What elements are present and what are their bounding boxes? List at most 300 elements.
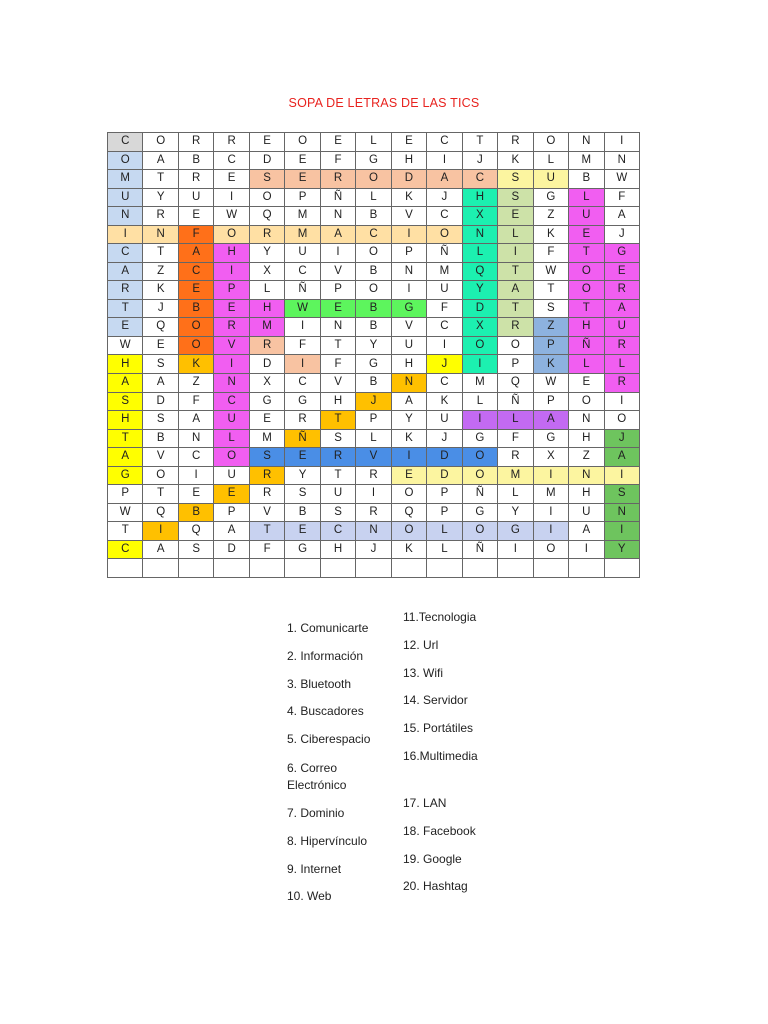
grid-cell: N <box>605 504 640 523</box>
grid-cell: R <box>356 504 391 523</box>
grid-cell: I <box>605 522 640 541</box>
grid-cell: O <box>534 541 569 560</box>
grid-cell: M <box>569 152 604 171</box>
grid-cell: Z <box>179 374 214 393</box>
word-list-item: 14. Servidor <box>403 693 468 707</box>
grid-cell: P <box>214 504 249 523</box>
word-list-item: 1. Comunicarte <box>287 621 369 635</box>
grid-cell: W <box>214 207 249 226</box>
grid-cell: R <box>605 337 640 356</box>
grid-cell: C <box>214 152 249 171</box>
grid-cell: Z <box>534 207 569 226</box>
grid-cell: I <box>427 337 462 356</box>
grid-cell: U <box>214 467 249 486</box>
grid-cell: O <box>569 393 604 412</box>
grid-cell: L <box>356 430 391 449</box>
grid-cell: N <box>321 207 356 226</box>
grid-cell: E <box>214 170 249 189</box>
grid-cell: I <box>498 244 533 263</box>
grid-cell: I <box>498 541 533 560</box>
grid-cell: J <box>143 300 178 319</box>
grid-cell: T <box>498 263 533 282</box>
word-list-item: 16.Multimedia <box>403 749 478 763</box>
grid-cell: G <box>463 430 498 449</box>
grid-cell: E <box>285 152 320 171</box>
grid-cell: E <box>108 318 143 337</box>
grid-cell: U <box>427 281 462 300</box>
grid-cell: U <box>569 207 604 226</box>
grid-cell: I <box>605 467 640 486</box>
grid-cell: D <box>427 467 462 486</box>
grid-cell: I <box>108 226 143 245</box>
grid-cell: D <box>463 300 498 319</box>
grid-cell: G <box>356 355 391 374</box>
grid-cell: I <box>392 281 427 300</box>
grid-cell: A <box>569 522 604 541</box>
grid-cell: E <box>250 133 285 152</box>
grid-cell <box>356 559 391 578</box>
grid-cell: M <box>534 485 569 504</box>
grid-cell <box>392 559 427 578</box>
grid-cell: P <box>108 485 143 504</box>
page-title: SOPA DE LETRAS DE LAS TICS <box>288 96 480 110</box>
grid-cell: B <box>179 300 214 319</box>
grid-cell: Ñ <box>285 281 320 300</box>
grid-cell: T <box>321 411 356 430</box>
grid-cell <box>143 559 178 578</box>
word-list-item: 15. Portátiles <box>403 721 474 735</box>
grid-cell: A <box>392 393 427 412</box>
grid-cell: T <box>143 244 178 263</box>
grid-cell: L <box>569 189 604 208</box>
grid-cell: M <box>463 374 498 393</box>
grid-cell: E <box>321 133 356 152</box>
grid-cell: N <box>569 411 604 430</box>
grid-cell: Q <box>463 263 498 282</box>
grid-cell: I <box>356 485 391 504</box>
grid-cell: D <box>427 448 462 467</box>
grid-cell: Y <box>356 337 391 356</box>
grid-cell: B <box>179 152 214 171</box>
grid-cell: S <box>250 170 285 189</box>
grid-cell: G <box>463 504 498 523</box>
grid-cell: E <box>179 281 214 300</box>
grid-cell: A <box>108 263 143 282</box>
grid-cell: H <box>392 152 427 171</box>
grid-cell: R <box>498 133 533 152</box>
word-list-item: 18. Facebook <box>403 824 476 838</box>
grid-cell: R <box>214 318 249 337</box>
word-list-item: 17. LAN <box>403 796 447 810</box>
grid-cell: O <box>214 226 249 245</box>
grid-cell: U <box>605 318 640 337</box>
word-list-item: 13. Wifi <box>403 666 444 680</box>
grid-cell <box>569 559 604 578</box>
grid-cell: N <box>356 522 391 541</box>
grid-cell: F <box>534 244 569 263</box>
grid-cell: G <box>285 393 320 412</box>
grid-cell: U <box>214 411 249 430</box>
grid-cell: F <box>605 189 640 208</box>
grid-cell <box>498 559 533 578</box>
grid-cell: B <box>143 430 178 449</box>
grid-cell: A <box>143 374 178 393</box>
grid-cell: J <box>463 152 498 171</box>
grid-cell: R <box>250 337 285 356</box>
grid-cell: I <box>463 355 498 374</box>
grid-cell: W <box>534 374 569 393</box>
grid-cell: R <box>498 318 533 337</box>
grid-cell: E <box>569 374 604 393</box>
grid-cell: D <box>392 170 427 189</box>
grid-cell: N <box>392 263 427 282</box>
grid-cell: U <box>534 170 569 189</box>
grid-cell: I <box>321 244 356 263</box>
grid-cell: R <box>250 467 285 486</box>
grid-cell: X <box>463 318 498 337</box>
word-list-item: 11.Tecnologia <box>403 610 477 624</box>
grid-cell: Q <box>250 207 285 226</box>
grid-cell: P <box>356 411 391 430</box>
grid-cell: M <box>285 207 320 226</box>
grid-cell: A <box>321 226 356 245</box>
grid-cell: H <box>250 300 285 319</box>
grid-cell <box>427 559 462 578</box>
grid-cell: H <box>463 189 498 208</box>
grid-cell: H <box>214 244 249 263</box>
grid-cell: E <box>179 207 214 226</box>
grid-cell: W <box>534 263 569 282</box>
grid-cell: Ñ <box>463 541 498 560</box>
grid-cell: R <box>321 448 356 467</box>
grid-cell: Q <box>498 374 533 393</box>
grid-cell: P <box>534 337 569 356</box>
grid-cell: L <box>356 189 391 208</box>
grid-cell: O <box>143 133 178 152</box>
grid-cell: Y <box>143 189 178 208</box>
grid-cell: H <box>321 541 356 560</box>
grid-cell: B <box>569 170 604 189</box>
grid-cell: O <box>605 411 640 430</box>
word-list-item: 12. Url <box>403 638 439 652</box>
word-list-item: 4. Buscadores <box>287 704 364 718</box>
grid-cell: E <box>285 448 320 467</box>
grid-cell: O <box>179 318 214 337</box>
grid-cell: L <box>569 355 604 374</box>
grid-cell: R <box>605 374 640 393</box>
grid-cell: B <box>285 504 320 523</box>
grid-cell: R <box>356 467 391 486</box>
grid-cell: H <box>569 318 604 337</box>
grid-cell: R <box>605 281 640 300</box>
grid-cell: B <box>179 504 214 523</box>
grid-cell: H <box>108 411 143 430</box>
grid-cell: X <box>250 263 285 282</box>
grid-cell: P <box>321 281 356 300</box>
grid-cell: O <box>392 522 427 541</box>
grid-cell: T <box>143 485 178 504</box>
grid-cell: O <box>250 189 285 208</box>
grid-cell: N <box>569 467 604 486</box>
grid-cell: C <box>356 226 391 245</box>
grid-cell: O <box>463 448 498 467</box>
word-list-item: 6. Correo Electrónico <box>287 761 347 792</box>
grid-cell: R <box>108 281 143 300</box>
grid-cell: N <box>108 207 143 226</box>
grid-cell: Q <box>143 318 178 337</box>
grid-cell: N <box>569 133 604 152</box>
grid-cell: I <box>392 226 427 245</box>
grid-cell: T <box>143 170 178 189</box>
grid-cell: T <box>534 281 569 300</box>
grid-cell: S <box>321 504 356 523</box>
grid-cell: V <box>321 374 356 393</box>
grid-cell: V <box>356 448 391 467</box>
grid-cell: L <box>498 485 533 504</box>
grid-cell: E <box>179 485 214 504</box>
word-list-item: 19. Google <box>403 852 462 866</box>
grid-cell: V <box>250 504 285 523</box>
grid-cell: O <box>356 244 391 263</box>
grid-cell: V <box>392 318 427 337</box>
grid-cell: Z <box>534 318 569 337</box>
grid-cell: F <box>179 393 214 412</box>
grid-cell: V <box>214 337 249 356</box>
grid-cell: S <box>605 485 640 504</box>
grid-cell: I <box>605 133 640 152</box>
grid-cell: G <box>108 467 143 486</box>
grid-cell: J <box>427 355 462 374</box>
grid-cell: K <box>498 152 533 171</box>
grid-cell: R <box>321 170 356 189</box>
grid-cell: Ñ <box>498 393 533 412</box>
grid-cell: O <box>392 485 427 504</box>
grid-cell: J <box>427 430 462 449</box>
grid-cell: O <box>427 226 462 245</box>
grid-cell: C <box>108 133 143 152</box>
grid-cell: A <box>108 374 143 393</box>
word-list-item: 3. Bluetooth <box>287 677 352 691</box>
grid-cell: A <box>108 448 143 467</box>
grid-cell: K <box>392 430 427 449</box>
grid-cell: R <box>143 207 178 226</box>
grid-cell <box>534 559 569 578</box>
grid-cell: O <box>569 281 604 300</box>
grid-cell: G <box>285 541 320 560</box>
grid-cell: I <box>427 152 462 171</box>
grid-cell: I <box>534 504 569 523</box>
grid-cell: L <box>498 411 533 430</box>
grid-cell: U <box>285 244 320 263</box>
grid-cell: I <box>534 467 569 486</box>
grid-cell: I <box>214 355 249 374</box>
grid-cell: T <box>498 300 533 319</box>
grid-cell: K <box>392 541 427 560</box>
grid-cell: C <box>179 448 214 467</box>
grid-cell: Y <box>605 541 640 560</box>
grid-cell: J <box>605 430 640 449</box>
grid-cell: T <box>321 467 356 486</box>
grid-cell: V <box>392 207 427 226</box>
grid-cell: C <box>427 318 462 337</box>
grid-cell: E <box>392 133 427 152</box>
word-list-item: 2. Información <box>287 649 364 663</box>
grid-cell: S <box>534 300 569 319</box>
grid-cell: M <box>285 226 320 245</box>
grid-cell: R <box>498 448 533 467</box>
grid-cell: N <box>392 374 427 393</box>
grid-cell: O <box>463 467 498 486</box>
grid-cell: D <box>214 541 249 560</box>
grid-cell: A <box>605 300 640 319</box>
grid-cell: Q <box>143 504 178 523</box>
grid-cell: K <box>143 281 178 300</box>
grid-cell: T <box>108 300 143 319</box>
grid-cell: H <box>392 355 427 374</box>
grid-cell: P <box>427 504 462 523</box>
grid-cell: C <box>427 207 462 226</box>
grid-cell: O <box>108 152 143 171</box>
word-list-item: 10. Web <box>287 889 332 903</box>
grid-cell: W <box>108 504 143 523</box>
grid-cell <box>214 559 249 578</box>
word-list-item: 9. Internet <box>287 862 342 876</box>
grid-cell: N <box>605 152 640 171</box>
grid-cell: M <box>108 170 143 189</box>
grid-cell: C <box>427 133 462 152</box>
grid-cell: A <box>605 448 640 467</box>
grid-cell: S <box>250 448 285 467</box>
grid-cell: G <box>605 244 640 263</box>
grid-cell: M <box>498 467 533 486</box>
grid-cell: I <box>569 541 604 560</box>
grid-cell: Y <box>392 411 427 430</box>
grid-cell: L <box>463 393 498 412</box>
grid-cell: M <box>427 263 462 282</box>
grid-cell: O <box>356 281 391 300</box>
grid-cell: U <box>427 411 462 430</box>
grid-cell: A <box>143 541 178 560</box>
grid-cell: X <box>534 448 569 467</box>
grid-cell: K <box>534 355 569 374</box>
grid-cell: H <box>569 430 604 449</box>
grid-cell: E <box>214 300 249 319</box>
grid-cell: T <box>108 430 143 449</box>
grid-cell: L <box>427 522 462 541</box>
grid-cell: S <box>285 485 320 504</box>
grid-cell: W <box>108 337 143 356</box>
grid-cell: B <box>356 207 391 226</box>
word-search-grid <box>107 132 640 578</box>
grid-cell: E <box>569 226 604 245</box>
grid-cell: N <box>463 226 498 245</box>
grid-cell: W <box>285 300 320 319</box>
grid-cell: U <box>321 485 356 504</box>
grid-cell: I <box>179 467 214 486</box>
grid-cell: A <box>143 152 178 171</box>
grid-cell: D <box>250 152 285 171</box>
grid-cell: V <box>143 448 178 467</box>
grid-cell: I <box>143 522 178 541</box>
grid-cell: C <box>427 374 462 393</box>
grid-cell: E <box>285 522 320 541</box>
grid-cell <box>285 559 320 578</box>
grid-cell: Q <box>392 504 427 523</box>
grid-cell: G <box>392 300 427 319</box>
grid-cell: E <box>214 485 249 504</box>
grid-cell: R <box>250 226 285 245</box>
grid-cell: A <box>534 411 569 430</box>
grid-cell: H <box>569 485 604 504</box>
grid-cell: L <box>250 281 285 300</box>
grid-cell: S <box>108 393 143 412</box>
grid-cell: G <box>356 152 391 171</box>
grid-cell: K <box>179 355 214 374</box>
grid-cell: O <box>569 263 604 282</box>
grid-cell: E <box>498 207 533 226</box>
grid-cell: R <box>179 133 214 152</box>
grid-cell: E <box>605 263 640 282</box>
grid-cell: Ñ <box>321 189 356 208</box>
grid-cell: C <box>179 263 214 282</box>
grid-cell: I <box>534 522 569 541</box>
grid-cell: I <box>463 411 498 430</box>
grid-cell: D <box>143 393 178 412</box>
grid-cell: A <box>605 207 640 226</box>
grid-cell: O <box>498 337 533 356</box>
grid-cell: N <box>179 430 214 449</box>
grid-cell: L <box>534 152 569 171</box>
grid-cell: A <box>179 244 214 263</box>
grid-cell: P <box>534 393 569 412</box>
grid-cell: Y <box>285 467 320 486</box>
grid-cell: A <box>179 411 214 430</box>
grid-cell: U <box>569 504 604 523</box>
grid-cell: X <box>250 374 285 393</box>
grid-cell: I <box>285 318 320 337</box>
grid-cell: V <box>321 263 356 282</box>
grid-cell: W <box>605 170 640 189</box>
grid-cell: M <box>250 430 285 449</box>
grid-cell: A <box>498 281 533 300</box>
grid-cell: T <box>569 244 604 263</box>
grid-cell: A <box>427 170 462 189</box>
word-list-item: 7. Dominio <box>287 806 345 820</box>
grid-cell: E <box>321 300 356 319</box>
grid-cell: G <box>250 393 285 412</box>
grid-cell: O <box>143 467 178 486</box>
grid-cell: Z <box>143 263 178 282</box>
grid-cell: R <box>285 411 320 430</box>
grid-cell: O <box>356 170 391 189</box>
grid-cell: O <box>463 337 498 356</box>
grid-cell: B <box>356 374 391 393</box>
grid-cell: K <box>534 226 569 245</box>
grid-cell: P <box>214 281 249 300</box>
grid-cell: T <box>108 522 143 541</box>
grid-cell: E <box>285 170 320 189</box>
grid-cell: Y <box>250 244 285 263</box>
grid-cell: F <box>250 541 285 560</box>
grid-cell: C <box>321 522 356 541</box>
grid-cell: E <box>143 337 178 356</box>
grid-cell: F <box>427 300 462 319</box>
grid-cell: I <box>214 263 249 282</box>
grid-cell: C <box>463 170 498 189</box>
grid-cell: S <box>179 541 214 560</box>
grid-cell: D <box>250 355 285 374</box>
grid-cell: Q <box>179 522 214 541</box>
